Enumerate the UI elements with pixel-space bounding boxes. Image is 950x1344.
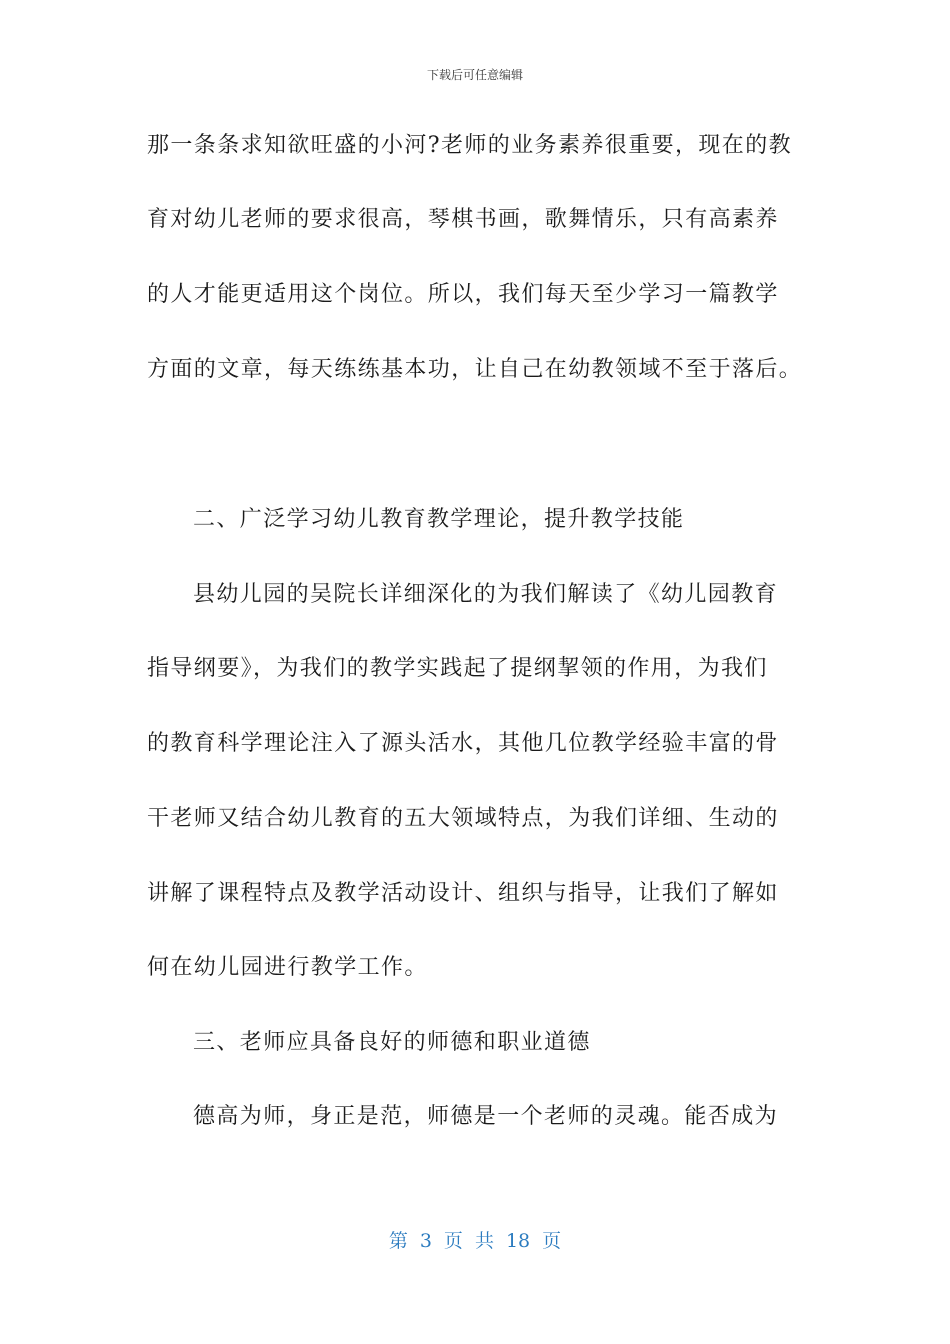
body-line: 何在幼儿园进行教学工作。	[147, 955, 428, 980]
body-line: 的教育科学理论注入了源头活水，其他几位教学经验丰富的骨	[147, 731, 779, 756]
footer-prefix: 第	[388, 1230, 408, 1252]
body-line: 干老师又结合幼儿教育的五大领域特点，为我们详细、生动的	[147, 806, 779, 831]
body-line: 方面的文章，每天练练基本功，让自己在幼教领域不至于落后。	[147, 357, 803, 382]
body-line: 育对幼儿老师的要求很高，琴棋书画，歌舞情乐，只有高素养	[147, 207, 779, 232]
footer-suffix: 页	[542, 1230, 562, 1252]
body-line: 指导纲要》，为我们的教学实践起了提纲挈领的作用，为我们	[147, 656, 768, 681]
body-line: 那一条条求知欲旺盛的小河?老师的业务素养很重要，现在的教	[147, 133, 792, 158]
footer-total-pages: 18	[505, 1230, 531, 1252]
body-line: 德高为师，身正是范，师德是一个老师的灵魂。能否成为	[193, 1104, 779, 1129]
page-footer	[0, 1226, 950, 1253]
page-header: 下载后可任意编辑	[426, 68, 523, 82]
section-heading-3: 三、老师应具备良好的师德和职业道德	[193, 1030, 591, 1055]
body-line: 县幼儿园的吴院长详细深化的为我们解读了《幼儿园教育	[193, 582, 779, 607]
section-heading-2: 二、广泛学习幼儿教育教学理论，提升教学技能	[193, 507, 685, 532]
footer-middle: 页 共	[443, 1230, 494, 1252]
body-line: 讲解了课程特点及教学活动设计、组织与指导，让我们了解如	[147, 881, 779, 906]
body-line: 的人才能更适用这个岗位。所以，我们每天至少学习一篇教学	[147, 282, 779, 307]
footer-page-number: 3	[419, 1230, 432, 1252]
